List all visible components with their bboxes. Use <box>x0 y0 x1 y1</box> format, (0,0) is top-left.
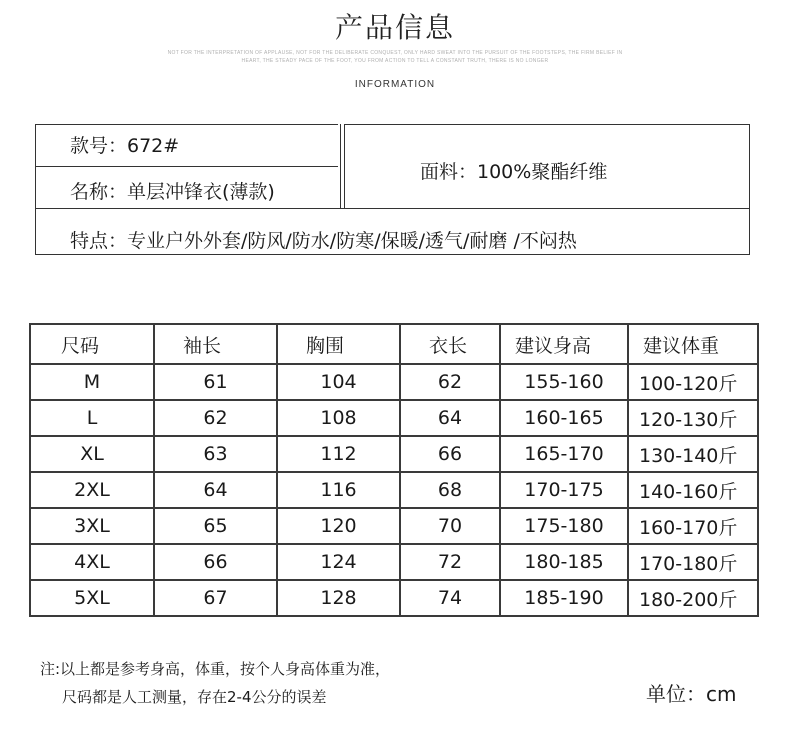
cell-suggested-height: 175-180 <box>500 508 628 544</box>
product-info-box <box>0 0 790 300</box>
cell-sleeve-length: 63 <box>154 436 277 472</box>
table-row <box>30 436 758 472</box>
info-bottom-border <box>35 254 750 255</box>
cell-size: XL <box>30 436 154 472</box>
info-left-border <box>35 124 36 255</box>
cell-chest: 108 <box>277 400 400 436</box>
header-sleeve-length: 袖长 <box>154 324 277 364</box>
cell-size: L <box>30 400 154 436</box>
page-title: 产品信息 <box>334 11 455 44</box>
cell-body-length: 66 <box>400 436 500 472</box>
info-middle-divider-2 <box>344 124 345 209</box>
measurement-note-line-1: 注:以上都是参考身高，体重，按个人身高体重为准， <box>40 660 391 678</box>
table-row <box>30 544 758 580</box>
table-row <box>30 580 758 616</box>
info-top-border-left <box>35 124 338 125</box>
cell-suggested-height: 160-165 <box>500 400 628 436</box>
cell-chest: 128 <box>277 580 400 616</box>
cell-suggested-weight: 160-170斤 <box>628 508 758 544</box>
header-size: 尺码 <box>30 324 154 364</box>
cell-suggested-height: 185-190 <box>500 580 628 616</box>
table-row <box>30 508 758 544</box>
header-body-length: 衣长 <box>400 324 500 364</box>
info-right-border <box>749 124 750 255</box>
cell-sleeve-length: 66 <box>154 544 277 580</box>
cell-size: 5XL <box>30 580 154 616</box>
cell-chest: 104 <box>277 364 400 400</box>
cell-suggested-height: 165-170 <box>500 436 628 472</box>
cell-body-length: 72 <box>400 544 500 580</box>
section-subtitle: INFORMATION <box>354 79 436 90</box>
info-middle-divider-1 <box>340 124 341 209</box>
header-chest: 胸围 <box>277 324 400 364</box>
size-table-header-row <box>30 324 758 364</box>
info-inner-row-divider <box>35 166 338 167</box>
cell-body-length: 74 <box>400 580 500 616</box>
cell-suggested-height: 180-185 <box>500 544 628 580</box>
cell-body-length: 64 <box>400 400 500 436</box>
cell-sleeve-length: 62 <box>154 400 277 436</box>
cell-suggested-weight: 180-200斤 <box>628 580 758 616</box>
tagline-line-1: NOT FOR THE INTERPRETATION OF APPLAUSE, NOT FOR THE DELIBERATE CONQUEST, ONLY HARD SWEAT INTO THE PURSUIT OF THE FOOTSTEPS, THE FIRM BELIEF IN <box>167 50 623 56</box>
cell-suggested-weight: 140-160斤 <box>628 472 758 508</box>
tagline-line-2: HEART, THE STEADY PACE OF THE FOOT, YOU FROM ACTION TO TELL A CONSTANT TRUTH, THERE IS NO LONGER <box>241 58 549 64</box>
cell-chest: 112 <box>277 436 400 472</box>
cell-sleeve-length: 65 <box>154 508 277 544</box>
table-row <box>30 364 758 400</box>
style-number: 款号：672# <box>70 135 180 157</box>
cell-suggested-weight: 170-180斤 <box>628 544 758 580</box>
table-row <box>30 400 758 436</box>
cell-size: 2XL <box>30 472 154 508</box>
cell-chest: 124 <box>277 544 400 580</box>
cell-size: M <box>30 364 154 400</box>
table-row <box>30 472 758 508</box>
cell-sleeve-length: 61 <box>154 364 277 400</box>
cell-suggested-weight: 120-130斤 <box>628 400 758 436</box>
unit-label: 单位：cm <box>646 682 737 706</box>
product-name: 名称：单层冲锋衣(薄款) <box>70 181 275 203</box>
cell-suggested-height: 170-175 <box>500 472 628 508</box>
product-features: 特点：专业户外外套/防风/防水/防寒/保暖/透气/耐磨 /不闷热 <box>70 230 577 252</box>
cell-chest: 120 <box>277 508 400 544</box>
measurement-note-line-2: 尺码都是人工测量，存在2-4公分的误差 <box>62 688 327 706</box>
size-chart-table <box>29 323 759 617</box>
cell-body-length: 62 <box>400 364 500 400</box>
info-top-border-right <box>345 124 750 125</box>
header-suggested-height: 建议身高 <box>500 324 628 364</box>
cell-suggested-weight: 100-120斤 <box>628 364 758 400</box>
cell-suggested-height: 155-160 <box>500 364 628 400</box>
cell-sleeve-length: 64 <box>154 472 277 508</box>
cell-body-length: 70 <box>400 508 500 544</box>
cell-body-length: 68 <box>400 472 500 508</box>
header-suggested-weight: 建议体重 <box>628 324 758 364</box>
cell-suggested-weight: 130-140斤 <box>628 436 758 472</box>
cell-size: 4XL <box>30 544 154 580</box>
cell-size: 3XL <box>30 508 154 544</box>
info-row-divider <box>35 208 750 209</box>
fabric-material: 面料：100%聚酯纤维 <box>420 161 608 183</box>
cell-sleeve-length: 67 <box>154 580 277 616</box>
cell-chest: 116 <box>277 472 400 508</box>
